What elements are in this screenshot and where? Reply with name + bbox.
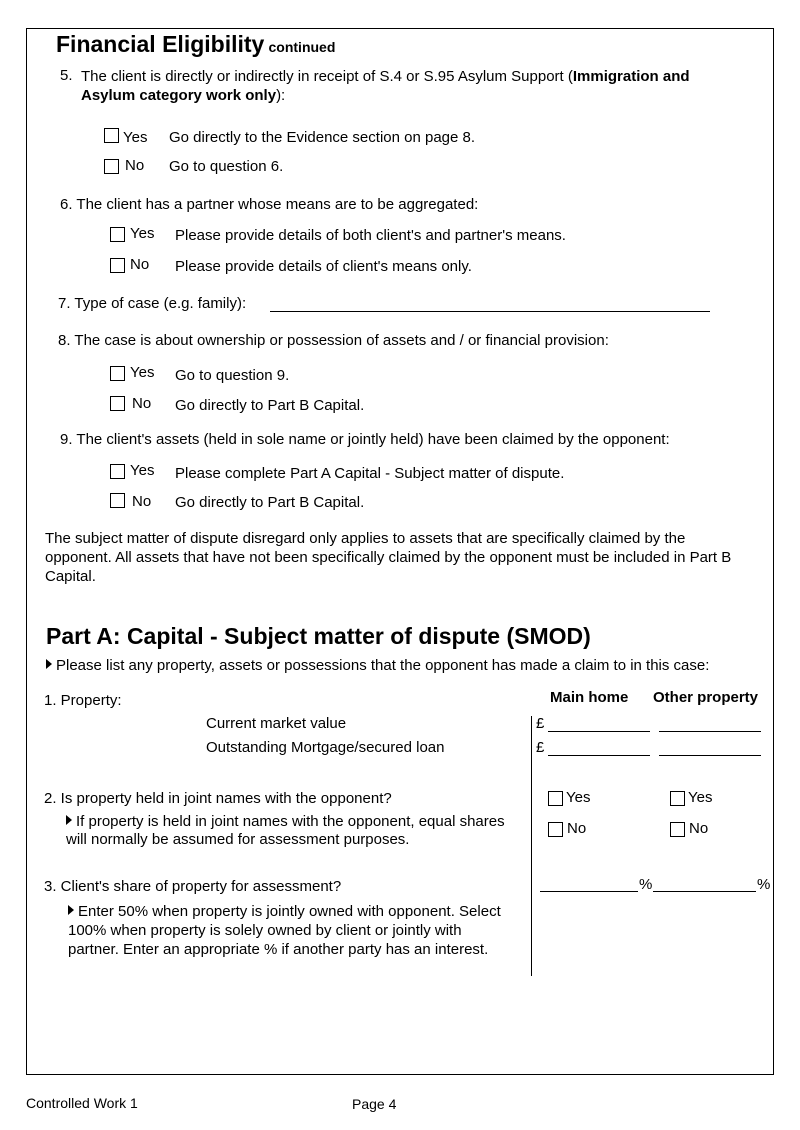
q9-no-checkbox[interactable] [110,493,125,508]
q5-text-main: The client is directly or indirectly in receipt of S.4 or S.95 Asylum Support ( [81,68,573,85]
q8-text: 8. The case is about ownership or possession of assets and / or financial provision: [58,332,609,349]
q9-yes-checkbox[interactable] [110,464,125,479]
p2-main-no-checkbox[interactable] [548,822,563,837]
q8-no-label: No [132,395,152,412]
q8-no-note: Go directly to Part B Capital. [175,397,365,414]
other-share-input[interactable] [653,891,756,892]
p2-other-yes-checkbox[interactable] [670,791,685,806]
p2-other-no-checkbox[interactable] [670,822,685,837]
part-a-instruction-text: Please list any property, assets or possessions that the opponent has made a claim to in this case: [56,657,710,674]
q5-text-end: ): [276,87,286,104]
arrow-right-icon [66,815,72,825]
col-other-property: Other property [653,689,759,706]
q9-yes-note: Please complete Part A Capital - Subject matter of dispute. [175,465,565,482]
p2-other-no-label: No [689,820,709,837]
q5-no-checkbox[interactable] [104,159,119,174]
q5-text [81,67,741,105]
percent-sign: % [757,876,771,893]
currency-symbol: £ [536,715,545,732]
p2-main-yes-label: Yes [566,789,591,806]
p3-note-text: Enter 50% when property is jointly owned with opponent. Select 100% when property is solely owned by client or jointly with partner. Enter an appropriate % if another party has an interest. [68,903,501,958]
q5-yes-note: Go directly to the Evidence section on page 8. [169,129,476,146]
p2-label: 2. Is property held in joint names with the opponent? [44,790,392,807]
currency-symbol: £ [536,739,545,756]
p2-other-yes-label: Yes [688,789,713,806]
q8-yes-label: Yes [130,364,155,381]
q8-yes-note: Go to question 9. [175,367,290,384]
p1-market-label: Current market value [206,715,347,732]
q6-yes-note: Please provide details of both client's and partner's means. [175,227,566,244]
q6-no-checkbox[interactable] [110,258,125,273]
other-mortgage-input[interactable] [659,755,761,756]
col-main-home: Main home [550,689,629,706]
main-market-value-input[interactable] [548,731,650,732]
q6-yes-label: Yes [130,225,155,242]
footer-page-number: Page 4 [352,1096,397,1112]
page-title [56,31,335,58]
p2-main-yes-checkbox[interactable] [548,791,563,806]
main-mortgage-input[interactable] [548,755,650,756]
p1-mortgage-label: Outstanding Mortgage/secured loan [206,739,445,756]
q6-text: 6. The client has a partner whose means are to be aggregated: [60,196,479,213]
percent-sign: % [639,876,653,893]
q9-no-label: No [132,493,152,510]
part-a-instruction [46,657,709,674]
part-a-title: Part A: Capital - Subject matter of dispute (SMOD) [46,623,591,649]
p2-note [66,813,506,849]
p3-label: 3. Client's share of property for assessment? [44,878,342,895]
q7-text: 7. Type of case (e.g. family): [58,295,247,312]
q8-no-checkbox[interactable] [110,396,125,411]
q5-no-note: Go to question 6. [169,158,284,175]
p2-main-no-label: No [567,820,587,837]
smod-note: The subject matter of dispute disregard only applies to assets that are specifically claimed by the opponent. All assets that have not been specifically claimed by the opponent must be included in Part B Capital. [45,530,732,585]
q5-number: 5. [60,67,73,84]
q6-no-label: No [130,256,150,273]
other-market-value-input[interactable] [659,731,761,732]
q6-no-note: Please provide details of client's means only. [175,258,472,275]
q8-yes-checkbox[interactable] [110,366,125,381]
arrow-right-icon [68,905,74,915]
q6-yes-checkbox[interactable] [110,227,125,242]
section-title: Financial Eligibility [56,31,265,57]
q9-no-note: Go directly to Part B Capital. [175,494,365,511]
p3-note [68,902,508,959]
case-type-input[interactable] [270,311,710,312]
q9-yes-label: Yes [130,462,155,479]
main-share-input[interactable] [540,891,638,892]
q5-yes-checkbox[interactable] [104,128,119,143]
column-divider [531,716,532,976]
footer-form-name: Controlled Work 1 [26,1095,138,1111]
section-title-suffix: continued [268,39,336,55]
p1-label: 1. Property: [44,692,122,709]
arrow-right-icon [46,659,52,669]
q5-text-bold: Immigration and Asylum category work only [81,68,690,104]
q9-text: 9. The client's assets (held in sole name or jointly held) have been claimed by the opponent: [60,431,670,448]
q5-yes-label: Yes [123,129,148,146]
p2-note-text: If property is held in joint names with the opponent, equal shares will normally be assumed for assessment purposes. [66,813,505,848]
q5-no-label: No [125,157,145,174]
